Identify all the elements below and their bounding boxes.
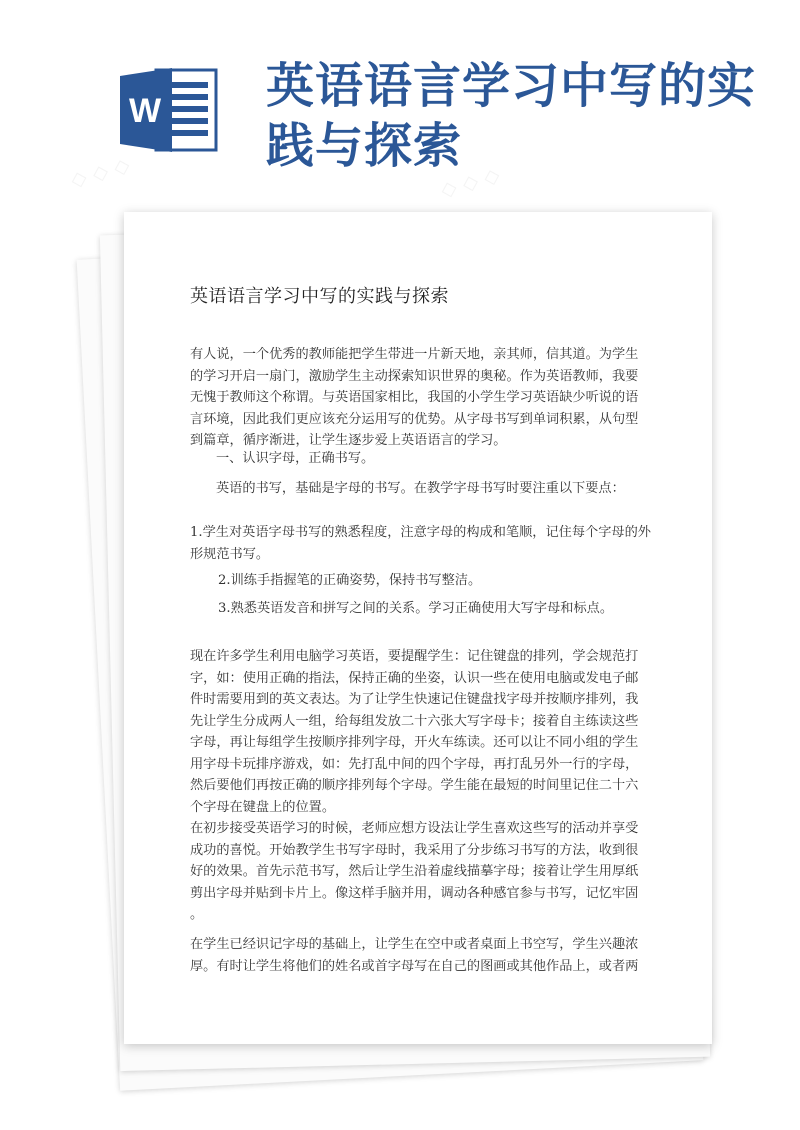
list-item-2	[218, 570, 678, 592]
section-heading-1	[216, 448, 676, 470]
text-line: 1.学生对英语字母书写的熟悉程度，注意字母的构成和笔顺，记住每个字母的外	[190, 525, 651, 540]
text-line: 剪出字母并贴到卡片上。像这样手脑并用，调动各种感官参与书写，记忆牢固	[190, 885, 639, 901]
text-line: 的学习开启一扇门，激励学生主动探索知识世界的奥秘。作为英语教师，我要	[190, 368, 639, 384]
text-line: 在学生已经识记字母的基础上，让学生在空中或者桌面上书空写，学生兴趣浓	[190, 937, 639, 952]
text-line: 件时需要用到的英文表达。为了让学生快速记住键盘找字母并按顺序排列，我	[190, 692, 639, 707]
list-item-3	[218, 598, 678, 620]
text-line: 字母，再让每组学生按顺序排列字母，开火车练读。还可以让不同小组的学生	[190, 735, 639, 750]
text-line: 有人说，一个优秀的教师能把学生带进一片新天地，亲其师，信其道。为学生	[190, 347, 639, 362]
text-line: 3.熟悉英语发音和拼写之间的关系。学习正确使用大写字母和标点。	[218, 601, 614, 616]
paragraph-intro	[190, 344, 650, 452]
text-line: 厚。有时让学生将他们的姓名或首字母写在自己的图画或其他作品上，或者两	[190, 958, 639, 974]
document-title: 英语语言学习中写的实践与探索	[190, 286, 449, 307]
paragraph-early-learning	[190, 818, 650, 926]
paragraph-air-writing	[190, 934, 650, 977]
watermark-mark: ◇ ◇ ◇	[437, 162, 503, 202]
word-icon-letter: W	[128, 92, 162, 130]
text-line: 。	[190, 907, 204, 922]
text-line: 一、认识字母，正确书写。	[216, 451, 375, 466]
hero-title	[266, 56, 786, 176]
watermark-mark: ◇ ◇ ◇	[67, 152, 133, 192]
text-line: 无愧于教师这个称谓。与英语国家相比，我国的小学生学习英语缺少听说的语	[190, 390, 639, 405]
word-document-icon	[120, 68, 218, 152]
text-line: 现在许多学生利用电脑学习英语，要提醒学生：记住键盘的排列，学会规范打	[190, 649, 639, 664]
text-line: 然后要他们再按正确的顺序排列每个字母。学生能在最短的时间里记住二十六	[190, 778, 639, 793]
text-line: 形规范书写。	[190, 546, 270, 562]
text-line: 到篇章，循序渐进，让学生逐步爱上英语语言的学习。	[190, 433, 507, 448]
text-line: 2.训练手指握笔的正确姿势，保持书写整洁。	[218, 573, 482, 588]
text-line: 言环境，因此我们更应该充分运用写的优势。从字母书写到单词积累，从句型	[190, 411, 639, 427]
document-page	[124, 212, 712, 1044]
text-line: 好的效果。首先示范书写，然后让学生沿着虚线描摹字母；接着让学生用厚纸	[190, 864, 639, 879]
paragraph-keyboard	[190, 646, 650, 818]
text-line: 字，如：使用正确的指法，保持正确的坐姿，认识一些在使用电脑或发电子邮	[190, 670, 639, 686]
text-line: 在初步接受英语学习的时候，老师应想方设法让学生喜欢这些写的活动并享受	[190, 821, 639, 836]
text-line: 成功的喜悦。开始教学生书写字母时，我采用了分步练习书写的方法，收到很	[190, 842, 639, 858]
text-line: 英语的书写，基础是字母的书写。在教学字母书写时要注重以下要点：	[216, 481, 625, 496]
text-line: 个字母在键盘上的位置。	[190, 799, 336, 815]
text-line: 用字母卡玩排序游戏，如：先打乱中间的四个字母，再打乱另外一行的字母，	[190, 756, 639, 772]
list-item-1	[190, 522, 650, 565]
text-line: 先让学生分成两人一组，给每组发放二十六张大写字母卡；接着自主练读这些	[190, 713, 639, 729]
hero-title-line-2: 践与探索	[266, 118, 463, 174]
paragraph-writing-basics	[216, 478, 676, 500]
hero-title-line-1: 英语语言学习中写的实	[266, 58, 757, 114]
